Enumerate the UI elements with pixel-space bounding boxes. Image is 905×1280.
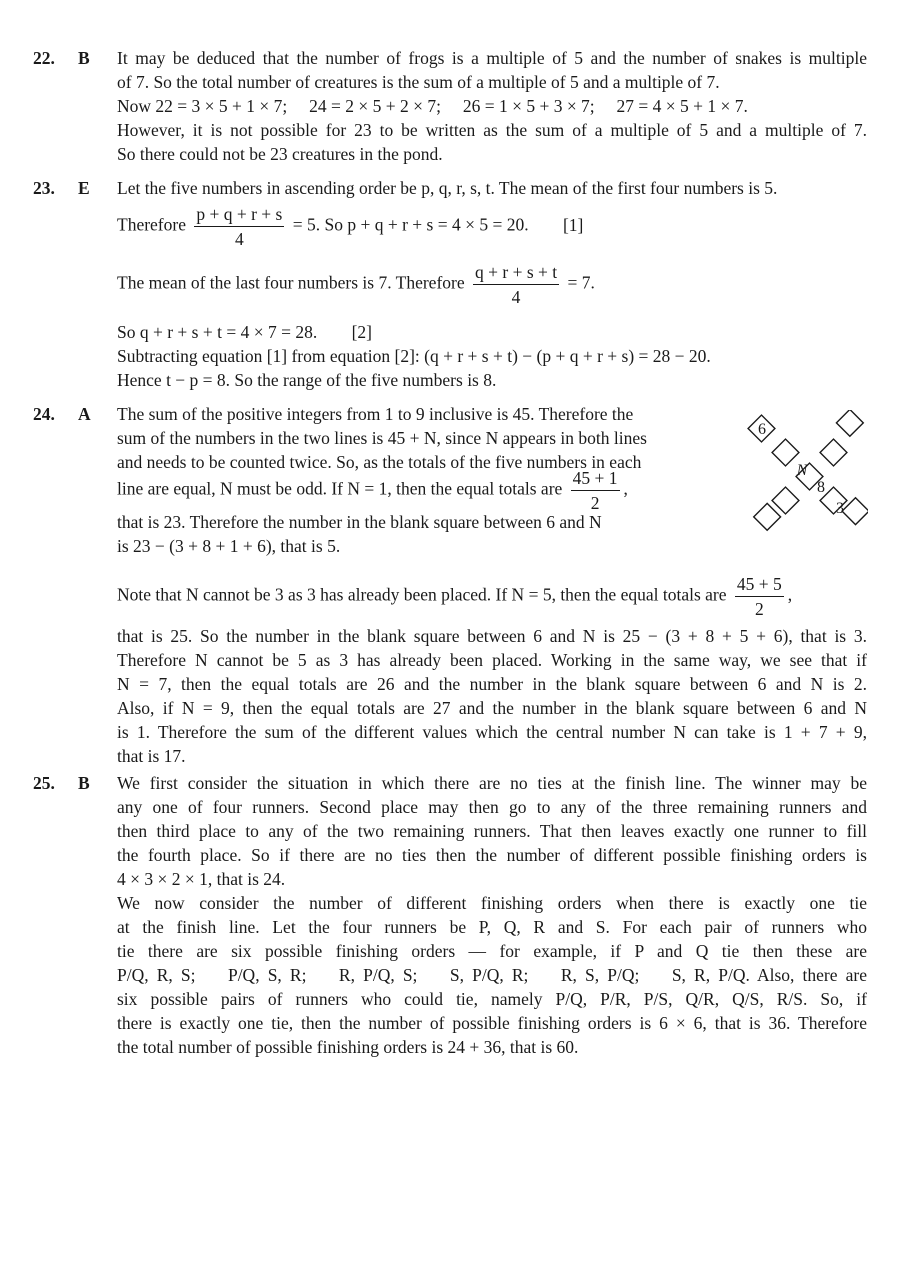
punctuation: ,	[623, 478, 628, 499]
fraction	[735, 574, 784, 619]
answer-letter: E	[78, 178, 90, 198]
fraction	[473, 262, 559, 307]
text-line: of 7. So the total number of creatures is the sum of a multiple of 5 and a multiple of 7.	[117, 72, 720, 92]
equation-tag: [1]	[562, 214, 584, 235]
answer-letter: B	[78, 48, 90, 68]
text-line: there is exactly one tie, then the number of possible finishing orders is 6 × 6, that is 36. Therefore	[117, 1013, 867, 1033]
fraction-denominator: 2	[754, 599, 764, 619]
solution-text	[117, 771, 867, 1059]
text-line: So there could not be 23 creatures in the pond.	[117, 144, 443, 164]
text-line: We now consider the number of different finishing orders when there is exactly one tie	[117, 893, 867, 913]
fraction-numerator: 45 + 1	[571, 468, 620, 491]
text-line: Now 22 = 3 × 5 + 1 × 7; 24 = 2 × 5 + 2 × 7; 26 = 1 × 5 + 3 × 7; 27 = 4 × 5 + 1 × 7.	[117, 96, 748, 116]
question-number: 23.	[33, 178, 55, 198]
question-number: 25.	[33, 773, 55, 793]
number-cross-diagram	[738, 410, 868, 534]
text-line: tie there are six possible finishing orders — for example, if P and Q tie then these are	[117, 941, 867, 961]
fraction-numerator: 45 + 5	[735, 574, 784, 597]
text-line: Subtracting equation [1] from equation [2]: (q + r + s + t) − (p + q + r + s) = 28 − 20.	[117, 346, 711, 366]
square	[772, 487, 799, 514]
text-line: and needs to be counted twice. So, as the totals of the five numbers in each	[117, 452, 642, 472]
answer-letter: A	[78, 404, 91, 424]
equation-line	[117, 468, 707, 514]
equation-text: line are equal, N must be odd. If N = 1, then the equal totals are	[117, 478, 563, 499]
text-line: that is 23. Therefore the number in the blank square between 6 and N	[117, 512, 602, 532]
square	[772, 439, 799, 466]
text-line: is 23 − (3 + 8 + 1 + 6), that is 5.	[117, 536, 341, 556]
equation-text: = 5. So p + q + r + s = 4 × 5 = 20.	[292, 214, 529, 235]
punctuation: ,	[787, 584, 793, 605]
label-8: 8	[817, 479, 825, 496]
text-line: However, it is not possible for 23 to be written as the sum of a multiple of 5 and a multiple of 7.	[117, 120, 867, 140]
text-line: It may be deduced that the number of frogs is a multiple of 5 and the number of snakes is multiple	[117, 48, 867, 68]
text-line: 4 × 3 × 2 × 1, that is 24.	[117, 869, 286, 889]
solution-text-continued	[117, 574, 867, 768]
text-line: six possible pairs of runners who could tie, namely P/Q, P/R, P/S, Q/R, Q/S, R/S. So, if	[117, 989, 867, 1009]
equation-text: The mean of the last four numbers is 7. Therefore	[117, 272, 465, 293]
equation-line-3	[117, 320, 867, 344]
fraction-denominator: 4	[234, 229, 244, 249]
text-line: P/Q, R, S; P/Q, S, R; R, P/Q, S; S, P/Q, R; R, S, P/Q; S, R, P/Q. Also, there are	[117, 965, 867, 985]
solution-text	[117, 176, 867, 392]
text-line: then third place to any of the two remaining runners. That then leaves exactly one runner to fill	[117, 821, 867, 841]
fraction	[571, 468, 620, 513]
fraction-numerator: q + r + s + t	[473, 262, 559, 285]
label-6: 6	[758, 421, 766, 438]
fraction-numerator: p + q + r + s	[194, 204, 284, 227]
text-line: any one of four runners. Second place may then go to any of the three remaining runners and	[117, 797, 867, 817]
solution-text	[117, 46, 867, 166]
text-line: Also, if N = 9, then the equal totals are 27 and the number in the blank square between 6 and N	[117, 698, 867, 718]
text-line: Hence t − p = 8. So the range of the five numbers is 8.	[117, 370, 497, 390]
question-number: 24.	[33, 404, 55, 424]
text-line: The sum of the positive integers from 1 to 9 inclusive is 45. Therefore the	[117, 404, 634, 424]
therefore-text: Therefore	[117, 214, 186, 235]
text-line: the total number of possible finishing orders is 24 + 36, that is 60.	[117, 1037, 579, 1057]
fraction-denominator: 4	[511, 287, 521, 307]
square	[836, 410, 863, 436]
equation-tag: [2]	[351, 322, 372, 342]
label-n: N	[796, 462, 808, 479]
answer-letter: B	[78, 773, 90, 793]
text-line: at the finish line. Let the four runners be P, Q, R and S. For each pair of runners who	[117, 917, 867, 937]
label-3: 3	[836, 500, 844, 517]
square	[820, 439, 847, 466]
fraction	[194, 204, 284, 249]
equation-text: = 7.	[567, 272, 595, 293]
question-number: 22.	[33, 48, 55, 68]
text-line: that is 25. So the number in the blank square between 6 and N is 25 − (3 + 8 + 5 + 6), that is 3.	[117, 626, 867, 646]
text-line: the fourth place. So if there are no ties then the number of different possible finishing orders is	[117, 845, 867, 865]
equation-text: Note that N cannot be 3 as 3 has already been placed. If N = 5, then the equal totals are	[117, 584, 727, 605]
text-line: Let the five numbers in ascending order be p, q, r, s, t. The mean of the first four numbers is 5.	[117, 178, 778, 198]
text-line: Therefore N cannot be 5 as 3 has already been placed. Working in the same way, we see that if	[117, 650, 867, 670]
solution-text	[117, 402, 707, 558]
text-line: that is 17.	[117, 746, 186, 766]
square	[754, 503, 781, 530]
text-line: We first consider the situation in which there are no ties at the finish line. The winner may be	[117, 773, 867, 793]
equation-text: So q + r + s + t = 4 × 7 = 28.	[117, 322, 318, 342]
text-line: sum of the numbers in the two lines is 45 + N, since N appears in both lines	[117, 428, 647, 448]
equation-line-1	[117, 204, 867, 258]
equation-line	[117, 574, 867, 624]
text-line: is 1. Therefore the sum of the different values which the central number N can take is 1 + 7 + 9,	[117, 722, 867, 742]
text-line: N = 7, then the equal totals are 26 and the number in the blank square between 6 and N is 2.	[117, 674, 867, 694]
fraction-denominator: 2	[590, 493, 600, 513]
equation-line-2	[117, 262, 867, 316]
